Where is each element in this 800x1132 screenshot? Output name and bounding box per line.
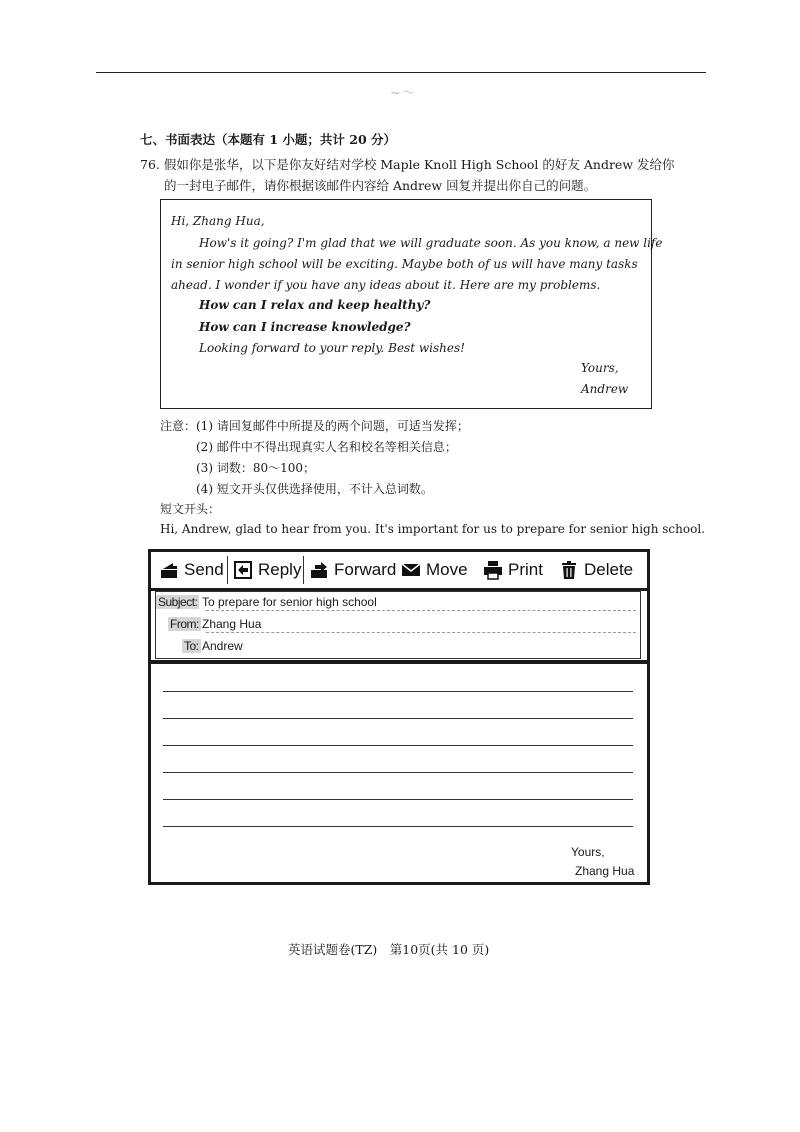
note-3: (3) 词数：80～100； xyxy=(196,461,315,475)
question-line-2: 的一封电子邮件，请你根据该邮件内容给 Andrew 回复并提出你自己的问题。 xyxy=(164,178,597,193)
subject-field[interactable]: To prepare for senior high school xyxy=(202,595,377,609)
email-signature: Zhang Hua xyxy=(575,864,635,878)
reply-label: Reply xyxy=(258,560,302,579)
writing-line xyxy=(163,745,633,746)
from-field[interactable]: Zhang Hua xyxy=(202,617,262,631)
move-label: Move xyxy=(426,560,468,579)
opening-label: 短文开头： xyxy=(160,502,221,516)
print-label: Print xyxy=(508,560,543,579)
letter-closing-line: Looking forward to your reply. Best wishes! xyxy=(199,341,465,355)
writing-line xyxy=(163,826,633,827)
delete-icon xyxy=(559,560,579,580)
page-footer: 英语试题卷(TZ) 第10页(共 10 页) xyxy=(288,942,490,957)
delete-button[interactable] xyxy=(559,558,633,582)
to-field[interactable]: Andrew xyxy=(202,639,243,653)
send-button[interactable] xyxy=(159,558,224,582)
writing-line xyxy=(163,799,633,800)
subject-label: Subject: xyxy=(158,595,198,609)
writing-line xyxy=(163,772,633,773)
reply-icon xyxy=(233,560,253,580)
note-2: (2) 邮件中不得出现真实人名和校名等相关信息； xyxy=(196,440,457,454)
send-icon xyxy=(159,560,179,580)
toolbar-divider xyxy=(303,556,304,584)
from-row xyxy=(156,614,640,635)
from-underline xyxy=(206,632,636,633)
email-sign-off: Yours, xyxy=(571,845,605,859)
letter-line-2: in senior high school will be exciting. Maybe both of us will have many tasks xyxy=(171,257,638,271)
email-body[interactable] xyxy=(151,660,647,886)
letter-line-3: ahead. I wonder if you have any ideas about it. Here are my problems. xyxy=(171,278,601,292)
email-toolbar xyxy=(151,552,647,591)
subject-row xyxy=(156,592,640,613)
to-row xyxy=(156,636,640,657)
letter-greeting: Hi, Zhang Hua, xyxy=(171,214,265,228)
forward-button[interactable] xyxy=(309,558,396,582)
email-window xyxy=(148,549,650,885)
letter-signature: Andrew xyxy=(581,382,629,396)
subject-underline xyxy=(206,610,636,611)
print-button[interactable] xyxy=(483,558,543,582)
print-icon xyxy=(483,560,503,580)
note-1: 注意：(1) 请回复邮件中所提及的两个问题，可适当发挥； xyxy=(160,419,469,433)
note-4: (4) 短文开头仅供选择使用，不计入总词数。 xyxy=(196,482,433,496)
delete-label: Delete xyxy=(584,560,634,579)
move-button[interactable] xyxy=(401,558,468,582)
email-headers xyxy=(155,591,641,659)
letter-sign-off: Yours, xyxy=(581,361,619,375)
reply-button[interactable] xyxy=(233,558,301,582)
send-label: Send xyxy=(184,560,224,579)
forward-label: Forward xyxy=(334,560,397,579)
letter-problem-2: How can I increase knowledge? xyxy=(199,320,411,334)
letter-line-1: How's it going? I'm glad that we will graduate soon. As you know, a new life xyxy=(199,236,663,250)
move-icon xyxy=(401,560,421,580)
writing-line xyxy=(163,691,633,692)
letter-problem-1: How can I relax and keep healthy? xyxy=(199,298,431,312)
to-label: To: xyxy=(184,639,199,653)
scan-mark: ~〜 xyxy=(390,86,414,101)
letter-box xyxy=(160,199,663,409)
toolbar-divider xyxy=(227,556,228,584)
from-label: From: xyxy=(170,617,199,631)
opening-text: Hi, Andrew, glad to hear from you. It's important for us to prepare for senior high school. xyxy=(160,522,705,536)
section-title: 七、书面表达（本题有 1 小题；共计 20 分） xyxy=(140,132,397,147)
top-rule xyxy=(96,72,706,73)
writing-line xyxy=(163,718,633,719)
forward-icon xyxy=(309,560,329,580)
question-line-1: 76. 假如你是张华，以下是你友好结对学校 Maple Knoll High School 的好友 Andrew 发给你 xyxy=(140,157,675,172)
